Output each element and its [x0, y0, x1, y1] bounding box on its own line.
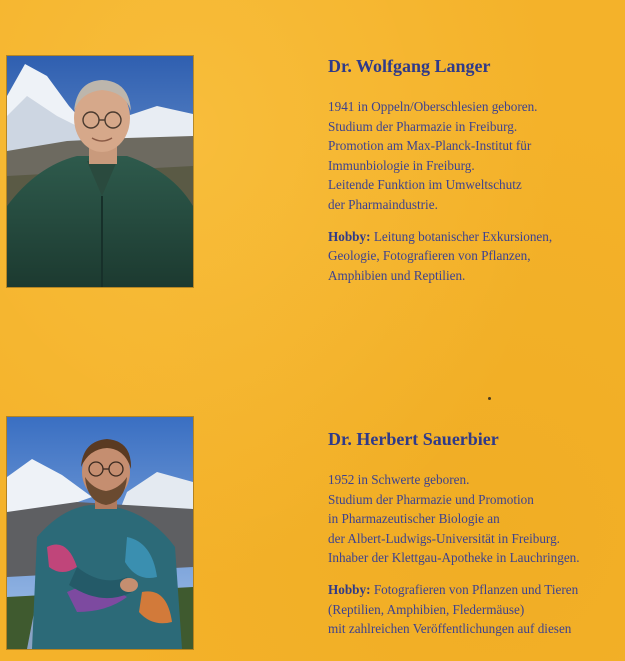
bio-line: Promotion am Max-Planck-Institut für — [328, 138, 532, 154]
bio-wolfgang-langer — [328, 55, 623, 285]
bio-line: Studium der Pharmazie und Promotion — [328, 491, 534, 507]
portrait-photo-wolfgang-langer — [6, 55, 194, 288]
bio-lines — [328, 470, 623, 568]
person-name: Dr. Wolfgang Langer — [328, 56, 491, 76]
paper-speck — [488, 397, 491, 400]
bio-line: Studium der Pharmazie in Freiburg. — [328, 118, 518, 134]
hobby-line: Geologie, Fotografieren von Pflanzen, — [328, 248, 531, 264]
hobby-label: Hobby: — [328, 228, 371, 244]
bio-line: Leitende Funktion im Umweltschutz — [328, 177, 522, 193]
bio-line: Inhaber der Klettgau-Apotheke in Lauchringen. — [328, 550, 580, 566]
hobby-section — [328, 227, 623, 286]
hobby-text: Fotografieren von Pflanzen und Tieren — [370, 581, 579, 597]
bio-line: der Pharmaindustrie. — [328, 196, 438, 212]
bio-line: 1941 in Oppeln/Oberschlesien geboren. — [328, 99, 538, 114]
person-name: Dr. Herbert Sauerbier — [328, 429, 499, 449]
portrait-photo-herbert-sauerbier — [6, 416, 194, 650]
hobby-line — [328, 227, 623, 247]
bio-line: der Albert-Ludwigs-Universität in Freiburg. — [328, 530, 560, 546]
bio-line: Immunbiologie in Freiburg. — [328, 157, 475, 173]
hobby-line — [328, 580, 623, 600]
hobby-section — [328, 580, 623, 639]
bio-herbert-sauerbier — [328, 428, 623, 639]
hobby-text: Leitung botanischer Exkursionen, — [370, 228, 553, 244]
hobby-line: mit zahlreichen Veröffentlichungen auf diesen — [328, 621, 572, 637]
hobby-label: Hobby: — [328, 581, 371, 597]
bio-line: in Pharmazeutischer Biologie an — [328, 511, 500, 527]
bio-lines — [328, 97, 623, 215]
hobby-line: Amphibien und Reptilien. — [328, 267, 466, 283]
bio-line: 1952 in Schwerte geboren. — [328, 472, 470, 487]
hobby-line: (Reptilien, Amphibien, Fledermäuse) — [328, 601, 525, 617]
